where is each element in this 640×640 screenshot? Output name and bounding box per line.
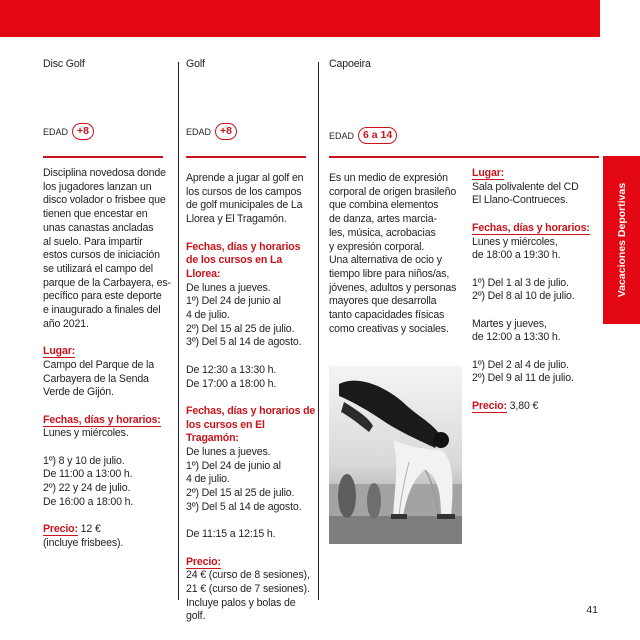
golf-llorea-hours: De 12:30 a 13:30 h. De 17:00 a 18:00 h. [186,363,277,390]
column-divider [318,62,319,600]
capoeira-description-block [329,172,464,336]
disc-golf-body [43,167,173,551]
side-tab-label: Vacaciones Deportivas [615,182,628,298]
disc-golf-fechas-label: Fechas, días y horarios: [43,413,161,426]
age-label: EDAD [43,126,69,137]
disc-golf-price: Precio: 12 € [43,523,101,536]
golf-llorea-label: Fechas, días y horarios de los cursos en La Llorea: [186,240,301,280]
capoeira-lugar: Sala polivalente del CD El Llano-Contrueces. [472,180,579,207]
age-badge: 6 a 14 [358,127,397,144]
golf-price-lines: 24 € (curso de 8 sesiones), 21 € (curso de 7 sesiones). Incluye palos y bolas de golf. [186,569,310,623]
golf-tragamon-dates: De lunes a jueves. 1º) Del 24 de junio al 4 de julio. 2º) Del 15 al 25 de julio. 3º) Del 5 al 14 de agosto. [186,446,302,513]
golf-tragamon-label: Fechas, días y horarios de los cursos en El Tragamón: [186,404,316,445]
golf-description: Aprende a jugar al golf en los cursos de los campos de golf municipales de La Llorea y El Tragamón. [186,172,304,226]
capoeira-schedule-1: Lunes y miércoles, de 18:00 a 19:30 h. [472,235,561,262]
section-rule [329,156,599,158]
column-divider [178,62,179,600]
top-red-bar [0,0,600,37]
disc-golf-age [43,123,94,140]
age-badge: +8 [72,123,94,140]
age-label: EDAD [329,130,355,141]
age-label: EDAD [186,126,212,137]
disc-golf-fechas-days: Lunes y miércoles. [43,427,129,440]
golf-age [186,123,237,140]
capoeira-photo [329,366,462,544]
golf-tragamon-hours: De 11:15 a 12:15 h. [186,528,276,541]
section-rule [43,156,163,158]
golf-title: Golf [186,58,205,70]
disc-golf-lugar: Campo del Parque de la Carbayera de la Senda Verde de Gijón. [43,358,154,399]
page-number: 41 [586,604,598,616]
disc-golf-price-note: (incluye frisbees). [43,536,124,549]
golf-llorea-dates: De lunes a jueves. 1º) Del 24 de junio al 4 de julio. 2º) Del 15 al 25 de julio. 3º) Del 5 al 14 de agosto. [186,281,302,349]
capoeira-age [329,127,397,144]
section-side-tab [603,156,640,324]
golf-price-label: Precio: [186,555,221,568]
capoeira-schedule-2: 1º) Del 1 al 3 de julio. 2º) Del 8 al 10 de julio. [472,276,575,303]
disc-golf-description: Disciplina novedosa donde los jugadores lanzan un disco volador o frisbee que tienen que encestar en unas canastas ancladas al suelo. Para impartir estos cursos de iniciación se utilizará el campo del parque de la Carbayera, es- pecífico para este deporte e inaugurado a finales del año 2021. [43,167,171,330]
capoeira-fechas-label: Fechas, días y horarios: [472,221,590,234]
capoeira-photo-image [329,366,462,544]
disc-golf-lugar-label: Lugar: [43,345,76,358]
capoeira-price: Precio: 3,80 € [472,399,539,412]
capoeira-lugar-label: Lugar: [472,167,505,179]
disc-golf-title: Disc Golf [43,58,85,70]
capoeira-title: Capoeira [329,58,371,70]
section-rule [186,156,306,158]
age-badge: +8 [215,123,237,140]
capoeira-schedule-3: Martes y jueves, de 12:00 a 13:30 h. [472,317,561,344]
capoeira-details [472,167,597,414]
golf-body [186,172,316,624]
capoeira-description: Es un medio de expresión corporal de origen brasileño que combina elementos de danza, artes marcia- les, música, acrobacias y expresión corporal. Una alternativa de ocio y tiempo libre para niños/as, jóvenes, adultos y personas mayores que desarrolla tanto capacidades físicas como creativas y sociales. [329,172,457,335]
capoeira-schedule-4: 1º) Del 2 al 4 de julio. 2º) Del 9 al 11 de julio. [472,358,574,385]
disc-golf-schedule: 1º) 8 y 10 de julio. De 11:00 a 13:00 h. 2º) 22 y 24 de julio. De 16:00 a 18:00 h. [43,454,134,508]
